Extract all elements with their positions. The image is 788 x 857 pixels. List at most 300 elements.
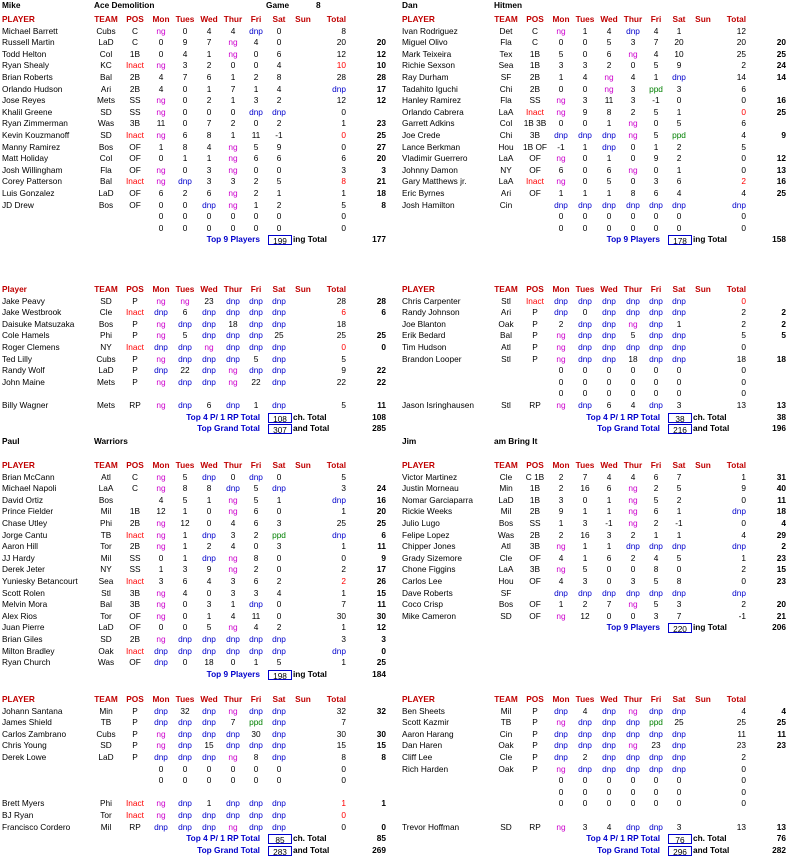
total: 30 <box>336 728 346 739</box>
header-player: PLAYER <box>402 694 435 704</box>
counted-total: 25 <box>376 330 386 341</box>
player-row <box>400 506 788 518</box>
wed: dnp <box>202 529 216 540</box>
header-sat: Sat <box>672 284 686 294</box>
player-name: Mark Teixeira <box>402 48 452 59</box>
total: dnp <box>332 494 346 505</box>
total: 1 <box>341 798 346 809</box>
header-row <box>400 694 788 706</box>
fri: dnp <box>249 599 263 610</box>
position: Inact <box>126 575 144 586</box>
header-sun: Sun <box>695 284 711 294</box>
team: Ari <box>100 83 112 94</box>
sat: dnp <box>272 728 286 739</box>
mon: 0 <box>558 365 564 376</box>
tues: dnp <box>178 376 192 387</box>
mon: ng <box>556 176 566 187</box>
player-name: Todd Helton <box>2 48 47 59</box>
total: 4 <box>741 129 746 140</box>
thur: dnp <box>626 821 640 832</box>
wed: dnp <box>602 728 616 739</box>
mon: ng <box>156 399 166 410</box>
header-sat: Sat <box>272 694 286 704</box>
mon: dnp <box>554 199 568 210</box>
mon: 4 <box>558 575 564 586</box>
team: Stl <box>101 587 111 598</box>
sat: 0 <box>276 222 282 233</box>
player-row <box>400 37 788 49</box>
fri: dnp <box>649 399 663 410</box>
counted-total: 27 <box>376 141 386 152</box>
total: 2 <box>741 564 746 575</box>
team-name: Warriors <box>94 436 128 446</box>
sat: dnp <box>672 751 686 762</box>
thur: dnp <box>626 307 640 318</box>
fri: dnp <box>249 25 263 36</box>
sat: 0 <box>676 775 682 786</box>
header-mon: Mon <box>552 14 570 24</box>
thur: ng <box>228 48 238 59</box>
player-row <box>0 506 388 518</box>
fri: 6 <box>653 471 659 482</box>
mon: dnp <box>154 365 168 376</box>
wed: 3 <box>206 599 212 610</box>
p4-box-value: 108 <box>268 413 292 423</box>
team: Fla <box>100 164 112 175</box>
mon: 0 <box>158 199 164 210</box>
player-name: Rickie Weeks <box>402 506 453 517</box>
fri: 5 <box>653 60 659 71</box>
tues: 4 <box>582 71 588 82</box>
wed: 1 <box>206 798 212 809</box>
total: 1 <box>341 657 346 668</box>
wed: 7 <box>206 37 212 48</box>
thur: dnp <box>626 199 640 210</box>
team: SD <box>100 295 112 306</box>
position: Inact <box>126 798 144 809</box>
header-fri: Fri <box>650 284 662 294</box>
counted-total: 2 <box>781 318 786 329</box>
top9-label: Top 9 Players <box>606 234 660 245</box>
sat: dnp <box>672 199 686 210</box>
wed: 4 <box>206 141 212 152</box>
top9-final-value: 206 <box>772 622 786 633</box>
team: Bos <box>98 318 114 329</box>
player-row <box>0 599 388 611</box>
team: SD <box>100 129 112 140</box>
total: 0 <box>341 222 346 233</box>
wed: 8 <box>206 483 212 494</box>
thur: ng <box>228 751 238 762</box>
tues: 8 <box>182 141 188 152</box>
player-name: Joe Blanton <box>402 318 446 329</box>
block-dan-hitters <box>400 14 788 246</box>
player-name: Ryan Zimmerman <box>2 118 68 129</box>
sat: 1 <box>676 25 682 36</box>
player-name: Michael Barrett <box>2 25 58 36</box>
player-row <box>0 495 388 507</box>
sat: dnp <box>272 645 286 656</box>
sat: 1 <box>676 318 682 329</box>
tues: 7 <box>582 471 588 482</box>
position: OF <box>529 153 541 164</box>
grand-box-value: 296 <box>668 846 692 856</box>
wed: 0 <box>606 575 612 586</box>
total: 25 <box>336 517 346 528</box>
p4-tail-label: ch. Total <box>293 833 327 844</box>
tues: 3 <box>182 564 188 575</box>
player-row <box>0 729 388 741</box>
sat: dnp <box>672 295 686 306</box>
mon: ng <box>156 483 166 494</box>
player-name: Ben Sheets <box>402 705 445 716</box>
fri: 8 <box>653 564 659 575</box>
p4-label: Top 4 P/ 1 RP Total <box>186 411 260 422</box>
tues: 0 <box>582 775 588 786</box>
total: 1 <box>741 552 746 563</box>
player-name: Ryan Church <box>2 657 51 668</box>
player-row <box>0 319 388 331</box>
player-name: Dave Roberts <box>402 587 453 598</box>
sat: 8 <box>676 575 682 586</box>
total: 6 <box>741 118 746 129</box>
player-row <box>0 49 388 61</box>
player-row <box>0 764 388 776</box>
mon: 4 <box>558 552 564 563</box>
header-wed: Wed <box>600 694 618 704</box>
header-row <box>0 694 388 706</box>
total: 25 <box>336 330 346 341</box>
thur: 2 <box>630 529 636 540</box>
grand-box-value: 307 <box>268 424 292 434</box>
wed: dnp <box>202 199 216 210</box>
fri: dnp <box>249 809 263 820</box>
tues: dnp <box>178 751 192 762</box>
wed: dnp <box>202 728 216 739</box>
header-thu: Thur <box>623 460 643 470</box>
header-pos: POS <box>526 460 544 470</box>
player-name: Trevor Hoffman <box>402 821 460 832</box>
mon: ng <box>156 376 166 387</box>
player-row <box>0 657 388 669</box>
wed: 1 <box>606 494 612 505</box>
position: SS <box>129 564 141 575</box>
team: Ari <box>500 307 512 318</box>
counted-total: 16 <box>776 95 786 106</box>
sat: 0 <box>276 775 282 786</box>
team: Mil <box>500 506 512 517</box>
total: 6 <box>741 83 746 94</box>
sat: dnp <box>272 318 286 329</box>
player-row <box>400 142 788 154</box>
total: 0 <box>341 106 346 117</box>
position: 3B <box>129 587 141 598</box>
sat: 4 <box>276 60 282 71</box>
header-wed: Wed <box>600 284 618 294</box>
wed: 0 <box>206 222 212 233</box>
team: Cle <box>99 307 113 318</box>
sat: 0 <box>276 211 282 222</box>
player-name: Prince Fielder <box>2 506 54 517</box>
total: 12 <box>736 25 746 36</box>
mon: ng <box>556 541 566 552</box>
thur: dnp <box>626 295 640 306</box>
thur: dnp <box>226 740 240 751</box>
player-name: Mike Cameron <box>402 610 456 621</box>
wed: 2 <box>206 95 212 106</box>
thur: 0 <box>630 60 636 71</box>
tues: dnp <box>178 176 192 187</box>
sat: ppd <box>272 529 286 540</box>
tues: 0 <box>182 775 188 786</box>
total: 20 <box>736 37 746 48</box>
total: 12 <box>336 48 346 59</box>
tues: 0 <box>582 48 588 59</box>
mon: dnp <box>554 295 568 306</box>
header-team: TEAM <box>94 460 118 470</box>
team: Bos <box>498 599 514 610</box>
header-sun: Sun <box>295 284 311 294</box>
owner-header-paul <box>0 436 388 450</box>
wed: 1 <box>206 153 212 164</box>
team: LaD <box>98 37 114 48</box>
wed: ng <box>604 83 614 94</box>
thur: dnp <box>626 717 640 728</box>
player-name: BJ Ryan <box>2 809 34 820</box>
fri: 0 <box>653 118 659 129</box>
wed: dnp <box>602 763 616 774</box>
team: SD <box>500 821 512 832</box>
player-row <box>0 107 388 119</box>
fri: 4 <box>253 622 259 633</box>
tues: 7 <box>182 71 188 82</box>
tues: 1 <box>582 541 588 552</box>
p4-final-value: 38 <box>776 411 786 422</box>
wed: 6 <box>606 48 612 59</box>
header-sat: Sat <box>272 460 286 470</box>
team: LaD <box>98 187 114 198</box>
wed: 2 <box>206 60 212 71</box>
total: 13 <box>736 821 746 832</box>
fri: 0 <box>253 211 259 222</box>
tues: 0 <box>582 153 588 164</box>
thur: 0 <box>230 471 236 482</box>
tues: dnp <box>178 728 192 739</box>
position: P <box>532 318 538 329</box>
player-row <box>0 400 388 412</box>
player-row <box>0 646 388 658</box>
fri: 1 <box>253 399 259 410</box>
fri: 5 <box>253 483 259 494</box>
tues: 6 <box>182 307 188 318</box>
player-row <box>0 60 388 72</box>
tues: 5 <box>582 564 588 575</box>
tues: 0 <box>582 83 588 94</box>
team: Bos <box>498 517 514 528</box>
thur: ng <box>628 483 638 494</box>
total: 18 <box>736 353 746 364</box>
player-row <box>0 775 388 787</box>
header-thu: Thur <box>223 694 243 704</box>
team: LaA <box>498 153 514 164</box>
team: SD <box>100 106 112 117</box>
position: OF <box>129 187 141 198</box>
tues: 0 <box>582 388 588 399</box>
player-row <box>400 72 788 84</box>
counted-total: 20 <box>376 37 386 48</box>
counted-total: 0 <box>381 821 386 832</box>
mon: ng <box>156 740 166 751</box>
thur: dnp <box>626 751 640 762</box>
fri: 0 <box>653 365 659 376</box>
player-row <box>400 153 788 165</box>
player-name: Scott Rolen <box>2 587 45 598</box>
mon: 0 <box>158 763 164 774</box>
thur: ng <box>228 552 238 563</box>
thur: ng <box>628 48 638 59</box>
wed: dnp <box>602 717 616 728</box>
top9-box-value: 198 <box>268 670 292 680</box>
player-name: Jason Isringhausen <box>402 399 474 410</box>
counted-total: 8 <box>381 751 386 762</box>
position: C <box>532 25 538 36</box>
player-name: Chase Utley <box>2 517 48 528</box>
team: Mets <box>97 95 115 106</box>
mon: 0 <box>158 775 164 786</box>
mon: 3 <box>558 60 564 71</box>
team: Mil <box>100 821 112 832</box>
sat: 0 <box>276 552 282 563</box>
player-name: Brian McCann <box>2 471 55 482</box>
top9-tail-label: ing Total <box>293 234 327 245</box>
team: Oak <box>498 740 514 751</box>
position: C <box>132 471 138 482</box>
sat: dnp <box>272 365 286 376</box>
wed: 0 <box>206 211 212 222</box>
tues: 0 <box>582 37 588 48</box>
tues: 5 <box>182 494 188 505</box>
total: 3 <box>341 483 346 494</box>
header-row <box>400 284 788 296</box>
player-name: Grady Sizemore <box>402 552 462 563</box>
tues: 6 <box>182 575 188 586</box>
tues: 0 <box>182 657 188 668</box>
thur: 0 <box>630 376 636 387</box>
total: 10 <box>336 60 346 71</box>
counted-total: 4 <box>781 517 786 528</box>
tues: 0 <box>582 798 588 809</box>
total: 8 <box>341 751 346 762</box>
mon: dnp <box>154 341 168 352</box>
header-total: Total <box>326 284 346 294</box>
fri: dnp <box>649 330 663 341</box>
fri: 0 <box>253 775 259 786</box>
header-fri: Fri <box>250 14 262 24</box>
tues: dnp <box>578 129 592 140</box>
team: Min <box>499 483 513 494</box>
header-row <box>400 460 788 472</box>
fri: 11 <box>251 610 261 621</box>
wed: 1 <box>606 541 612 552</box>
wed: 0 <box>206 506 212 517</box>
total: 0 <box>741 341 746 352</box>
tues: 1 <box>582 25 588 36</box>
position: P <box>132 353 138 364</box>
sat: 3 <box>676 821 682 832</box>
wed: ng <box>604 71 614 82</box>
fri: dnp <box>249 318 263 329</box>
top9-tail-label: ing Total <box>693 234 727 245</box>
counted-total: 24 <box>776 60 786 71</box>
player-row <box>0 553 388 565</box>
tues: dnp <box>578 728 592 739</box>
tues: 6 <box>182 129 188 140</box>
player-name: Daisuke Matsuzaka <box>2 318 75 329</box>
player-row <box>400 84 788 96</box>
tues: 0 <box>182 83 188 94</box>
tues: dnp <box>178 821 192 832</box>
player-row <box>0 330 388 342</box>
mon: ng <box>556 717 566 728</box>
team-name: Hitmen <box>494 0 523 10</box>
total: 7 <box>341 599 346 610</box>
player-row <box>0 388 388 400</box>
position: P <box>132 705 138 716</box>
player-name: Richie Sexson <box>402 60 456 71</box>
total: 4 <box>741 187 746 198</box>
total: 5 <box>341 199 346 210</box>
player-row <box>400 49 788 61</box>
thur: 2 <box>630 552 636 563</box>
header-total: Total <box>326 460 346 470</box>
team: Mil <box>100 552 112 563</box>
header-wed: Wed <box>200 694 218 704</box>
sat: dnp <box>272 740 286 751</box>
counted-total: 26 <box>376 575 386 586</box>
team: Cle <box>499 751 513 762</box>
thur: ng <box>228 622 238 633</box>
wed: dnp <box>602 751 616 762</box>
tues: 3 <box>582 95 588 106</box>
team: Mil <box>500 705 512 716</box>
total: 2 <box>741 318 746 329</box>
thur: 0 <box>230 775 236 786</box>
counted-total: 23 <box>776 575 786 586</box>
header-team: TEAM <box>94 694 118 704</box>
counted-total: 12 <box>376 95 386 106</box>
grand-tail-label: and Total <box>693 844 730 855</box>
total: 5 <box>341 471 346 482</box>
fri: 0 <box>653 388 659 399</box>
header-row <box>0 460 388 472</box>
fri: 3 <box>253 587 259 598</box>
fri: 3 <box>653 176 659 187</box>
team: Atl <box>501 341 511 352</box>
header-fri: Fri <box>250 284 262 294</box>
player-row <box>0 72 388 84</box>
player-name: Brett Myers <box>2 798 45 809</box>
mon: ng <box>556 25 566 36</box>
player-name: Scott Kazmir <box>402 717 450 728</box>
player-row <box>400 388 788 400</box>
thur: ng <box>228 199 238 210</box>
header-pos: POS <box>526 14 544 24</box>
player-row <box>0 717 388 729</box>
total: 0 <box>741 164 746 175</box>
tues: 0 <box>182 763 188 774</box>
mon: ng <box>156 529 166 540</box>
counted-total: 25 <box>776 106 786 117</box>
